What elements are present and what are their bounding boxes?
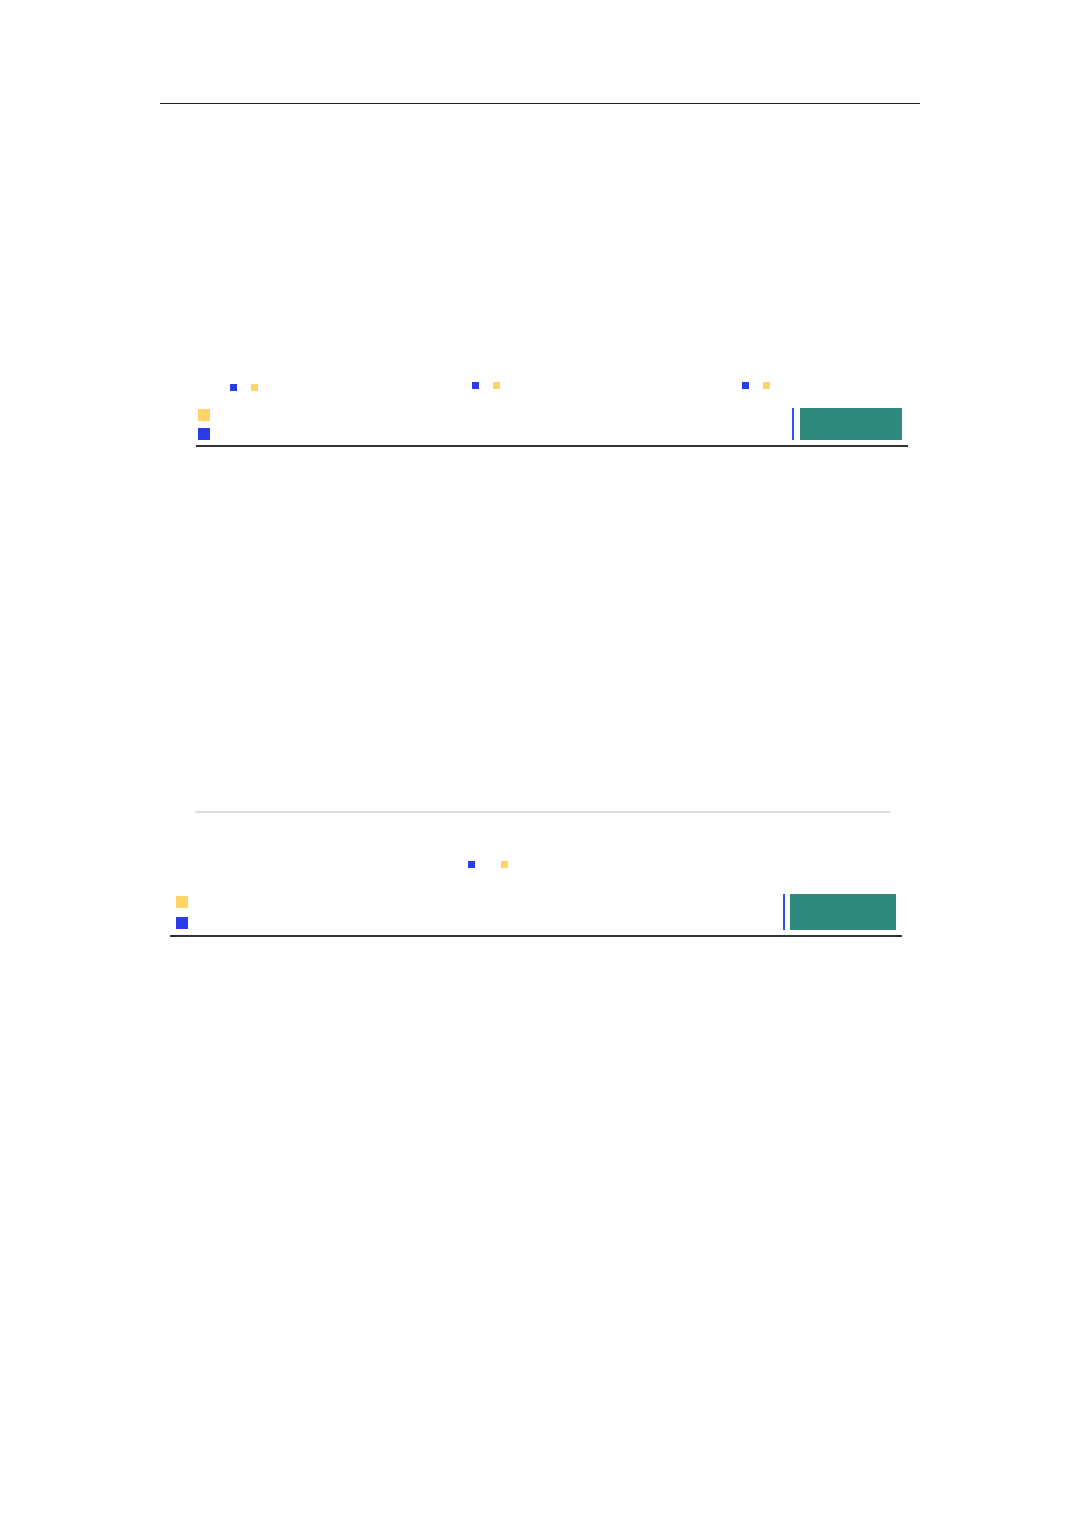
figure7-banner-rule	[196, 445, 908, 447]
pie1-legend	[472, 377, 504, 393]
legend-item-male	[472, 377, 483, 393]
figure8-banner-rule	[170, 935, 902, 937]
figure7-note-source	[198, 428, 220, 440]
legend-item-male	[501, 856, 512, 872]
legend-item-female	[493, 377, 504, 393]
pie2-legend	[742, 377, 774, 393]
iesr-logo	[790, 894, 896, 930]
figure8-legend	[468, 856, 512, 872]
figure8-note-source	[176, 917, 198, 929]
figure7-note-rule	[198, 409, 220, 421]
figure8-bar-chart	[190, 590, 900, 850]
logo-divider	[792, 408, 794, 440]
legend-item-male	[230, 379, 241, 395]
figure7-pies	[150, 240, 930, 370]
legend-item-female	[468, 856, 479, 872]
legend-item-female	[251, 379, 262, 395]
header-rule	[160, 103, 920, 104]
pie0-legend	[230, 379, 262, 395]
logo-divider	[783, 894, 785, 930]
figure8-note-rule	[176, 896, 198, 908]
legend-item-male	[742, 377, 753, 393]
legend-item-female	[763, 377, 774, 393]
iesr-logo	[800, 408, 902, 440]
